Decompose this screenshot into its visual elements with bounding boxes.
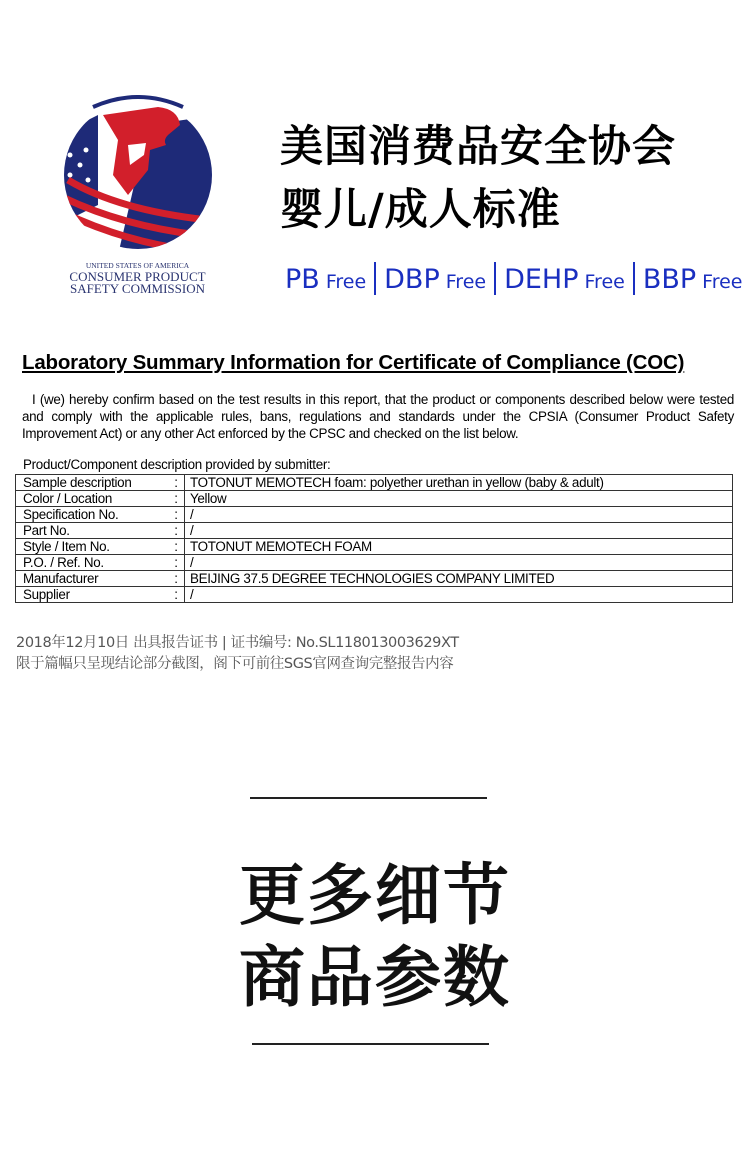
row-label: Manufacturer xyxy=(16,571,169,587)
row-separator: : xyxy=(168,539,185,555)
title-line1: 美国消费品安全协会 xyxy=(280,122,676,172)
row-separator: : xyxy=(168,571,185,587)
logo-text-line1: UNITED STATES OF AMERICA xyxy=(85,261,190,270)
row-label: Part No. xyxy=(16,523,169,539)
row-separator: : xyxy=(168,555,185,571)
row-label: Sample description xyxy=(16,475,169,491)
free-dbp: DBP Free xyxy=(384,264,487,295)
product-table xyxy=(15,474,733,603)
row-separator: : xyxy=(168,587,185,603)
row-separator: : xyxy=(168,475,185,491)
row-value: / xyxy=(185,555,733,571)
divider-top xyxy=(250,797,487,799)
logo-text-line3: SAFETY COMMISSION xyxy=(70,281,205,296)
table-row xyxy=(16,587,733,603)
coc-subtitle: Product/Component description provided by submitter: xyxy=(23,457,331,472)
coc-title: Laboratory Summary Information for Certificate of Compliance (COC) xyxy=(22,351,685,374)
footer-note: 限于篇幅只呈现结论部分截图，阁下可前往SGS官网查询完整报告内容 xyxy=(16,656,454,672)
row-value: / xyxy=(185,507,733,523)
table-row xyxy=(16,555,733,571)
row-separator: : xyxy=(168,491,185,507)
row-label: Specification No. xyxy=(16,507,169,523)
coc-paragraph: I (we) hereby confirm based on the test results in this report, that the product or components described below were tested and comply with the applicable rules, bans, regulations and standards under the CPSIA (Consumer Product Safety Improvement Act) or any other Act enforced by the CPSC and checked on the list below. xyxy=(22,392,734,441)
logo-text-line2: CONSUMER PRODUCT xyxy=(69,269,206,284)
table-row xyxy=(16,475,733,491)
divider xyxy=(494,262,496,295)
divider-bottom xyxy=(252,1043,489,1045)
cpsc-eagle-logo xyxy=(58,95,218,255)
table-row xyxy=(16,523,733,539)
divider xyxy=(374,262,376,295)
free-dehp: DEHP Free xyxy=(504,264,625,295)
table-row xyxy=(16,571,733,587)
row-separator: : xyxy=(168,507,185,523)
table-row xyxy=(16,491,733,507)
details-heading-line2: 商品参数 xyxy=(239,939,511,1016)
row-value: / xyxy=(185,587,733,603)
row-value: TOTONUT MEMOTECH FOAM xyxy=(185,539,733,555)
row-value: BEIJING 37.5 DEGREE TECHNOLOGIES COMPANY LIMITED xyxy=(185,571,733,587)
table-row xyxy=(16,539,733,555)
details-heading-line1: 更多细节 xyxy=(239,857,511,934)
divider xyxy=(633,262,635,295)
free-badges xyxy=(285,262,743,295)
table-row xyxy=(16,507,733,523)
row-value: TOTONUT MEMOTECH foam: polyether urethan in yellow (baby & adult) xyxy=(185,475,733,491)
row-label: Color / Location xyxy=(16,491,169,507)
free-pb: PB Free xyxy=(285,264,367,295)
title-line2: 婴儿/成人标准 xyxy=(280,185,561,235)
row-separator: : xyxy=(168,523,185,539)
row-label: Supplier xyxy=(16,587,169,603)
row-label: P.O. / Ref. No. xyxy=(16,555,169,571)
row-label: Style / Item No. xyxy=(16,539,169,555)
row-value: Yellow xyxy=(185,491,733,507)
footer-certificate-info: 2018年12月10日 出具报告证书 | 证书编号: No.SL118013003629XT xyxy=(16,635,459,651)
free-bbp: BBP Free xyxy=(642,264,743,295)
row-value: / xyxy=(185,523,733,539)
